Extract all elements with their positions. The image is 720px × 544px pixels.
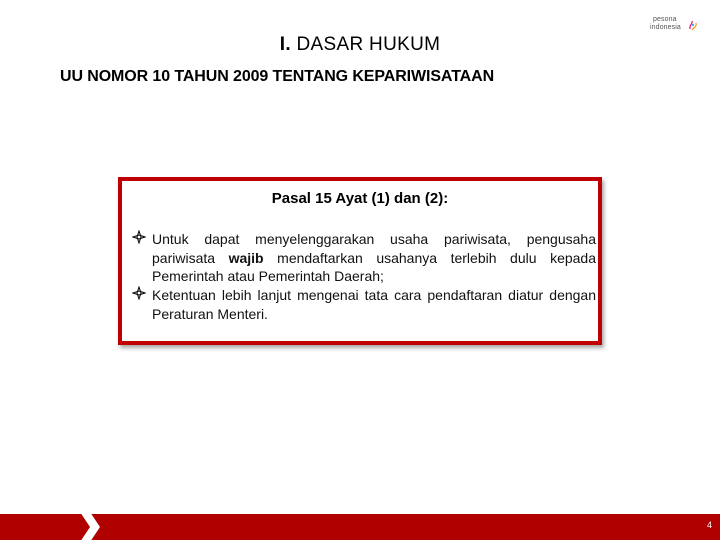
list-item-text: Ketentuan lebih lanjut mengenai tata cara pendaftaran diatur dengan Peraturan Menteri. bbox=[152, 287, 596, 322]
list-item-text-part: Untuk dapat menyelenggarakan usaha pariwisata, pengusaha pariwisata bbox=[152, 231, 596, 266]
footer-bar bbox=[0, 514, 720, 540]
list-item-text-part: mendaftarkan usahanya terlebih dulu kepada Pemerintah atau Pemerintah Daerah; bbox=[152, 249, 597, 284]
slide-subtitle: UU NOMOR 10 TAHUN 2009 TENTANG KEPARIWISATAAN bbox=[60, 68, 495, 85]
list-item-emphasis: wajib bbox=[228, 249, 264, 266]
article-box bbox=[118, 177, 602, 345]
logo-swirl-icon bbox=[688, 19, 698, 31]
diamond-bullet-icon bbox=[132, 230, 146, 244]
list-item-text bbox=[152, 230, 596, 286]
slide-title-number: I. bbox=[279, 34, 291, 55]
logo-line-pesona: pesona bbox=[653, 16, 677, 23]
chevron-right-icon bbox=[76, 510, 104, 544]
article-heading: Pasal 15 Ayat (1) dan (2): bbox=[271, 190, 449, 207]
slide-title-text: DASAR HUKUM bbox=[296, 34, 441, 55]
slide-title bbox=[0, 34, 720, 56]
page-number: 4 bbox=[706, 520, 712, 530]
diamond-bullet-icon bbox=[132, 286, 146, 300]
pesona-indonesia-logo bbox=[650, 16, 700, 36]
logo-line-indonesia: indonesia bbox=[650, 24, 681, 31]
